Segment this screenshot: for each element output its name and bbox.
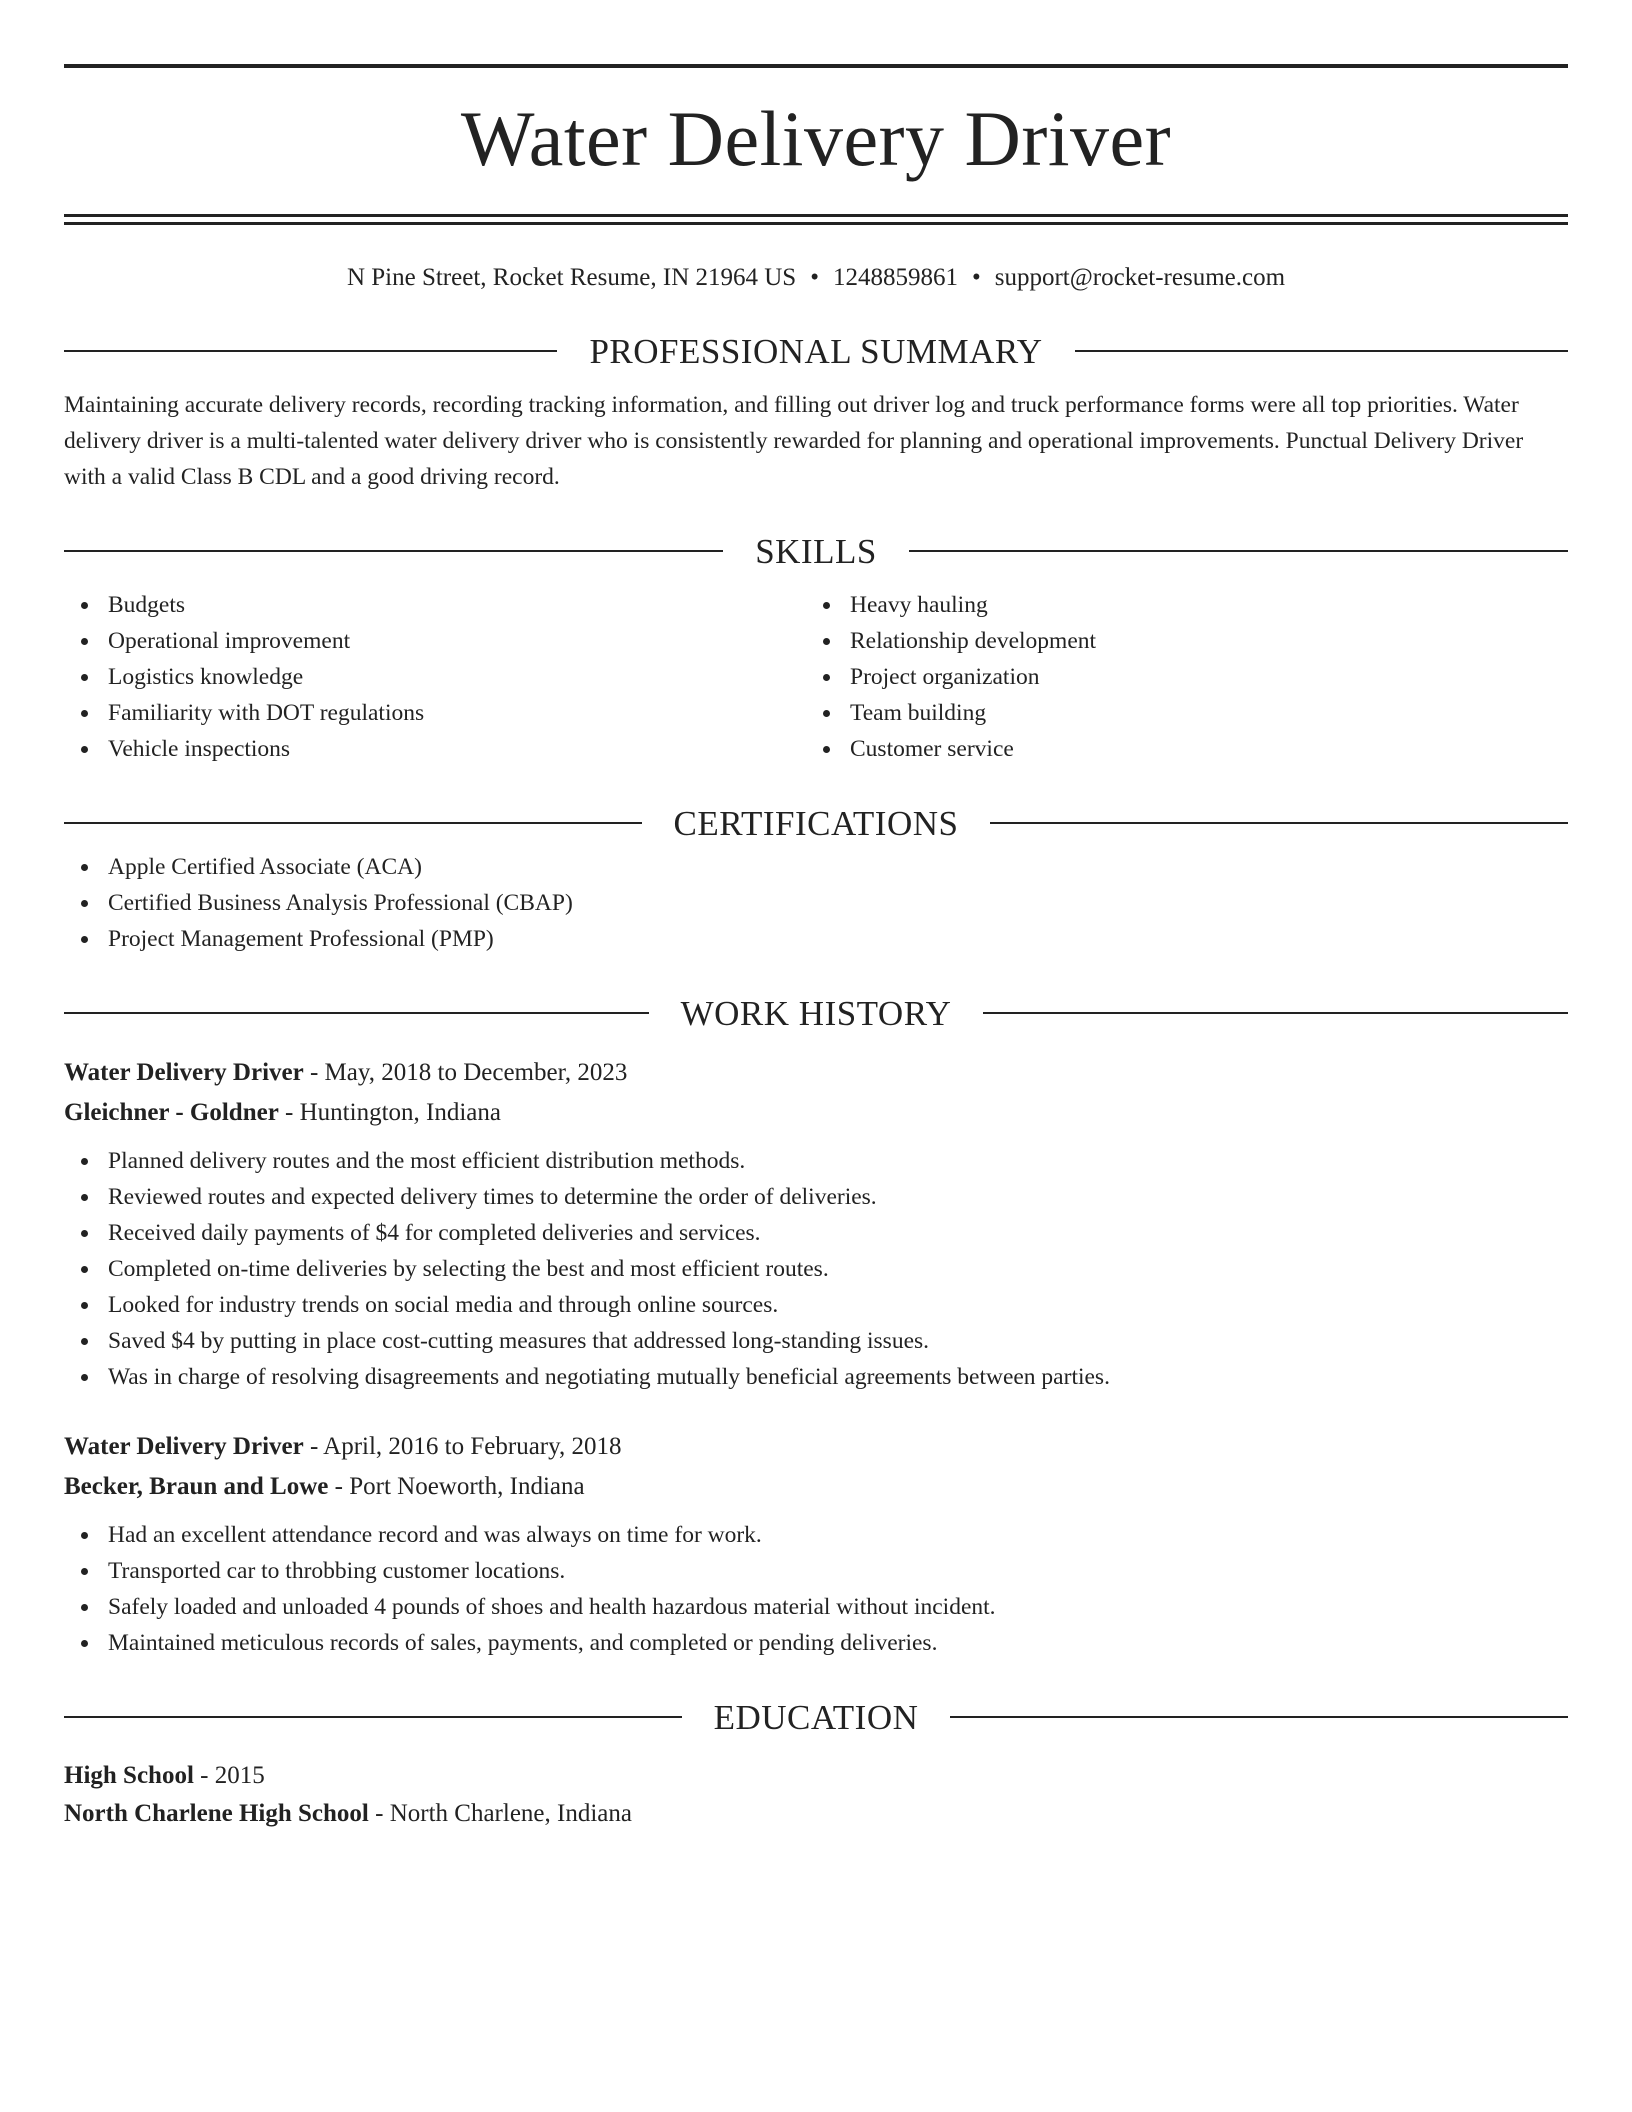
job-bullets: [64, 1517, 1568, 1661]
job-company-line: [64, 1093, 1568, 1133]
job-bullets: [64, 1143, 1568, 1395]
skill-item: Logistics knowledge: [64, 659, 806, 695]
work-history-heading-text: WORK HISTORY: [680, 993, 952, 1033]
job-bullet: Saved $4 by putting in place cost-cutting measures that addressed long-standing issues.: [64, 1323, 1568, 1359]
contact-phone: 1248859861: [832, 264, 958, 291]
skills-right-list: [806, 587, 1548, 767]
job-bullet: Maintained meticulous records of sales, payments, and completed or pending deliveries.: [64, 1625, 1568, 1661]
contact-line: [64, 261, 1568, 295]
skills-heading: [64, 525, 1568, 577]
education-heading: [64, 1691, 1568, 1743]
skill-item: Customer service: [806, 731, 1548, 767]
certification-item: Apple Certified Associate (ACA): [64, 849, 1568, 885]
skill-item: Team building: [806, 695, 1548, 731]
skill-item: Budgets: [64, 587, 806, 623]
education-degree: High School: [64, 1762, 194, 1789]
certifications-heading: [64, 797, 1568, 849]
education-heading-text: EDUCATION: [713, 1697, 919, 1737]
job-title: Water Delivery Driver: [64, 1433, 304, 1460]
skills-grid: [64, 587, 1568, 767]
education-year: - 2015: [193, 1762, 265, 1789]
job-bullet: Safely loaded and unloaded 4 pounds of shoes and health hazardous material without incident.: [64, 1589, 1568, 1625]
summary-heading-text: PROFESSIONAL SUMMARY: [589, 331, 1043, 371]
job-entry: [64, 1427, 1568, 1661]
skill-item: Operational improvement: [64, 623, 806, 659]
summary-text: Maintaining accurate delivery records, recording tracking information, and filling out driver log and truck performance forms were all top priorities. Water delivery driver is a multi-talented water delivery driver who is consistently rewarded for planning and operational improvements. Punctual Delivery Driver with a valid Class B CDL and a good driving record.: [64, 392, 1524, 490]
job-bullet: Completed on-time deliveries by selecting the best and most efficient routes.: [64, 1251, 1568, 1287]
job-dates: - April, 2016 to February, 2018: [303, 1433, 622, 1460]
skills-heading-text: SKILLS: [755, 531, 877, 571]
resume-title: Water Delivery Driver: [460, 95, 1172, 182]
job-bullet: Reviewed routes and expected delivery times to determine the order of deliveries.: [64, 1179, 1568, 1215]
certification-item: Certified Business Analysis Professional (CBAP): [64, 885, 1568, 921]
contact-address: N Pine Street, Rocket Resume, IN 21964 US: [346, 264, 797, 291]
skill-item: Heavy hauling: [806, 587, 1548, 623]
job-company-line: [64, 1467, 1568, 1507]
job-bullet: Transported car to throbbing customer locations.: [64, 1553, 1568, 1589]
job-title: Water Delivery Driver: [64, 1059, 304, 1086]
skill-item: Vehicle inspections: [64, 731, 806, 767]
certifications-list: [64, 849, 1568, 957]
education-school-line: [64, 1795, 1568, 1833]
job-entry: [64, 1053, 1568, 1395]
summary-heading: [64, 325, 1568, 377]
job-company: Becker, Braun and Lowe: [64, 1473, 329, 1500]
skill-item: Familiarity with DOT regulations: [64, 695, 806, 731]
job-company: Gleichner - Goldner: [64, 1099, 279, 1126]
job-bullet: Looked for industry trends on social media and through online sources.: [64, 1287, 1568, 1323]
job-bullet: Was in charge of resolving disagreements and negotiating mutually beneficial agreements between parties.: [64, 1359, 1568, 1395]
contact-separator: •: [971, 264, 981, 291]
education-degree-line: [64, 1757, 1568, 1795]
job-bullet: Had an excellent attendance record and was always on time for work.: [64, 1517, 1568, 1553]
education-entry: [64, 1757, 1568, 1833]
certifications-heading-text: CERTIFICATIONS: [673, 803, 959, 843]
job-title-line: [64, 1427, 1568, 1467]
job-bullet: Planned delivery routes and the most efficient distribution methods.: [64, 1143, 1568, 1179]
education-school: North Charlene High School: [64, 1800, 369, 1827]
skill-item: Project organization: [806, 659, 1548, 695]
job-title-line: [64, 1053, 1568, 1093]
work-history-heading: [64, 987, 1568, 1039]
education-location: - North Charlene, Indiana: [368, 1800, 632, 1827]
skills-left-list: [64, 587, 806, 767]
contact-email: support@rocket-resume.com: [994, 264, 1286, 291]
certification-item: Project Management Professional (PMP): [64, 921, 1568, 957]
contact-separator: •: [810, 264, 819, 291]
job-bullet: Received daily payments of $4 for completed deliveries and services.: [64, 1215, 1568, 1251]
resume-page: [64, 64, 1568, 1833]
title-double-rule: [64, 214, 1568, 225]
job-location: - Huntington, Indiana: [278, 1099, 501, 1126]
job-location: - Port Noeworth, Indiana: [328, 1473, 585, 1500]
job-dates: - May, 2018 to December, 2023: [303, 1059, 628, 1086]
skill-item: Relationship development: [806, 623, 1548, 659]
